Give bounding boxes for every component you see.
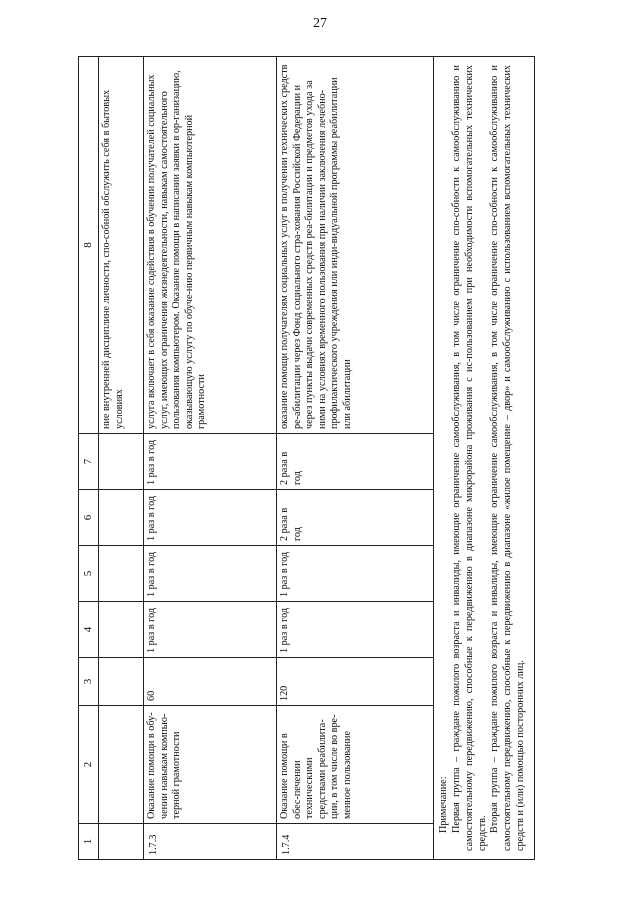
header-cell-7: 7 xyxy=(79,434,99,490)
table-row xyxy=(277,57,434,860)
header-cell-3: 3 xyxy=(79,658,99,706)
frequency-col-6: 1 раз в год xyxy=(144,490,277,546)
header-cell-1: 1 xyxy=(79,824,99,860)
table-row-continuation xyxy=(99,57,144,860)
table-row xyxy=(144,57,277,860)
frequency-col-5: 1 раз в год xyxy=(144,546,277,602)
services-table xyxy=(78,56,434,860)
rotated-page-frame xyxy=(78,56,608,860)
header-row xyxy=(79,57,99,860)
frequency-col-5: 1 раз в год xyxy=(277,546,434,602)
continuation-content-cell: ние внутренней дисциплине личности, спо-собной обслужить себя в бытовых условиях xyxy=(99,57,144,434)
page-number: 27 xyxy=(313,16,327,31)
service-time: 120 xyxy=(277,658,434,706)
frequency-col-4: 1 раз в год xyxy=(277,602,434,658)
frequency-col-7: 1 раз в год xyxy=(144,434,277,490)
frequency-col-6: 2 раза в год xyxy=(277,490,434,546)
rotated-content xyxy=(78,56,608,860)
service-name: Оказание помощи в обес-печении техническими средствами реабилита-ции, в том числе во вре-менное пользование xyxy=(277,706,434,824)
note-first-group: Первая группа – граждане пожилого возраста и инвалиды, имеющие ограничение самообслуживания, в том числе ограничение спо-собности к самообслуживанию и самостоятельному передвижению, способные к передвижению в диапазоне микрорайона проживания с ис-пользованием при необходимости вспомогательных технических средств. xyxy=(451,65,488,851)
frequency-col-7: 2 раза в год xyxy=(277,434,434,490)
note-second-group: Вторая группа – граждане пожилого возраста и инвалиды, имеющие ограничение самообслуживания, в том числе ограничение спо-собности к самообслуживанию и самостоятельному передвижению, способные к передвижению в диапазоне «жилое помещение – двор» и самообслуживанию с использованием вспомогательных технических средств и (или) помощью посторонних лиц. xyxy=(489,65,526,851)
row-number: 1.7.3 xyxy=(144,824,277,860)
header-cell-6: 6 xyxy=(79,490,99,546)
header-cell-4: 4 xyxy=(79,602,99,658)
note-title: Примечание: xyxy=(438,776,450,833)
header-cell-2: 2 xyxy=(79,706,99,824)
note-block xyxy=(434,56,534,860)
service-time: 60 xyxy=(144,658,277,706)
row-number: 1.7.4 xyxy=(277,824,434,860)
service-content: оказание помощи получателям социальных услуг в получении технических средств ре-абилитации через Фонд социального стра-хования Российской Федерации и через пункты выдачи современных средств реа-билитации и предметов ухода за ними на условиях временного пользования при наличии заключения лечебно-профилактического учреждения или инди-видуальной программы реабилитации или абилитации xyxy=(277,57,434,434)
header-cell-8: 8 xyxy=(79,57,99,434)
frequency-col-4: 1 раз в год xyxy=(144,602,277,658)
header-cell-5: 5 xyxy=(79,546,99,602)
service-content: услуга включает в себя оказание содействия в обучении получателей социальных услуг, имеющих ограничения жизнедеятельности, навыкам самостоятельного пользования компьютером. Оказание помощи в написании заявки в ор-ганизацию, оказывающую услугу по обуче-нию первичным навыкам компьютерной грамотности xyxy=(144,57,277,434)
service-name: Оказание помощи в обу-чении навыкам компью-терной грамотности xyxy=(144,706,277,824)
